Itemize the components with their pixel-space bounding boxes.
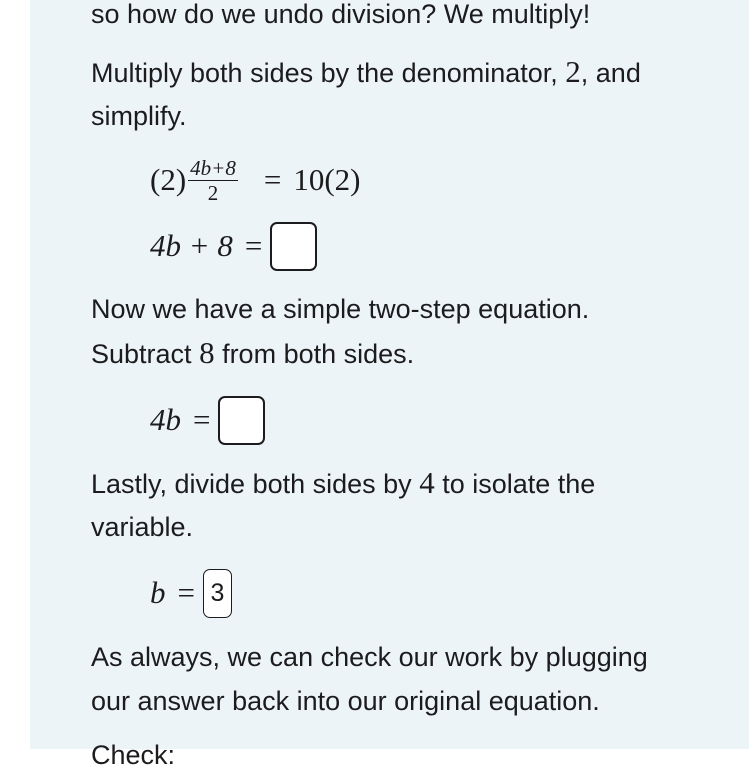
- math-number: 2: [565, 54, 581, 89]
- answer-box-4b[interactable]: [218, 396, 265, 445]
- text-part: Subtract: [91, 339, 200, 369]
- equals-sign: =: [193, 402, 211, 437]
- text-line-original-equation: our answer back into our original equation.: [91, 686, 600, 716]
- answer-box-b[interactable]: 3: [203, 569, 232, 618]
- equation-1: [150, 150, 360, 210]
- text-line-undo-division: so how do we undo division? We multiply!: [91, 0, 591, 29]
- text-part: to isolate the: [434, 469, 596, 499]
- equals-sign: =: [263, 162, 282, 197]
- equation-3: [150, 393, 265, 447]
- equation-2: [150, 219, 317, 273]
- eq2-left: 4b + 8: [150, 228, 233, 263]
- fraction: [188, 157, 238, 204]
- text-part: Lastly, divide both sides by: [91, 469, 420, 499]
- text-line-check-cutoff: Check:: [91, 740, 176, 770]
- text-line-multiply: [91, 50, 641, 95]
- eq1-right: 10(2): [293, 162, 361, 197]
- eq4-left: b: [150, 575, 166, 610]
- text-part: Multiply both sides by the denominator,: [91, 58, 566, 88]
- text-line-divide: [91, 461, 595, 506]
- fraction-numerator: 4b+8: [190, 155, 236, 180]
- equals-sign: =: [244, 228, 263, 263]
- math-number: 8: [199, 335, 215, 370]
- text-part: from both sides.: [214, 339, 415, 369]
- equation-4: [150, 566, 232, 620]
- text-line-variable: variable.: [91, 512, 194, 542]
- eq1-left: (2): [150, 162, 187, 197]
- text-line-two-step: Now we have a simple two-step equation.: [91, 294, 590, 324]
- text-line-subtract: [91, 331, 414, 376]
- eq3-left: 4b: [150, 402, 181, 437]
- text-line-simplify: simplify.: [91, 101, 187, 131]
- math-number: 4: [419, 465, 435, 500]
- text-part: , and: [580, 58, 641, 88]
- text-line-check-work: As always, we can check our work by plugging: [91, 642, 648, 672]
- answer-box-4b-plus-8[interactable]: [270, 222, 317, 271]
- fraction-denominator: 2: [207, 180, 219, 205]
- equals-sign: =: [177, 575, 195, 610]
